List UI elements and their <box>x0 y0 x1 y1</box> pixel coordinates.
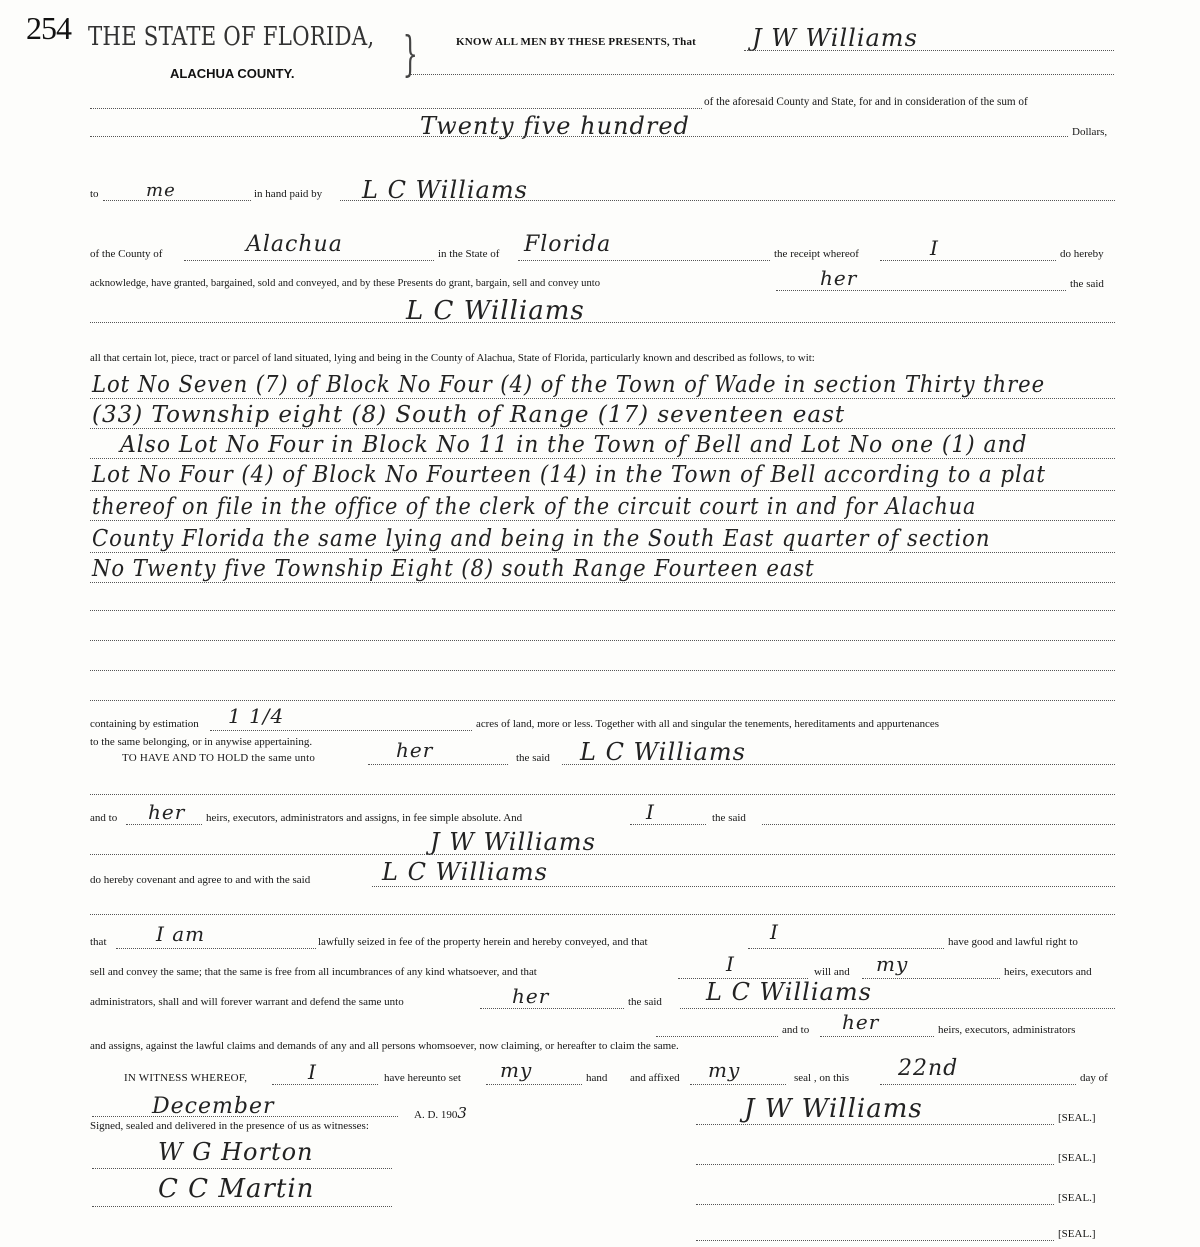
rule <box>90 428 1115 429</box>
rule <box>92 1116 398 1117</box>
rule <box>696 1240 1054 1241</box>
state-name: Florida <box>524 232 612 257</box>
rule <box>90 854 1115 855</box>
page-number: 254 <box>26 10 71 46</box>
rule <box>372 886 1115 887</box>
acknowledge-text: acknowledge, have granted, bargained, sold and conveyed, and by these Presents do grant, bargain, sell and convey unto <box>90 278 601 289</box>
amount-written: Twenty five hundred <box>420 112 690 140</box>
seized-text: lawfully seized in fee of the property herein and hereby conveyed, and that <box>318 936 648 948</box>
heirs-exec-label-2: heirs, executors, administrators <box>938 1024 1076 1036</box>
rule <box>696 1124 1054 1125</box>
do-hereby-label: do hereby <box>1060 248 1104 260</box>
heirs-who: her <box>148 800 186 824</box>
land-line-4: Lot No Four (4) of Block No Fourteen (14) in the Town of Bell according to a plat <box>92 462 1046 488</box>
county-name: Alachua <box>246 232 343 257</box>
rule <box>368 764 508 765</box>
rule <box>696 1164 1054 1165</box>
rule <box>656 1036 778 1037</box>
rule <box>680 1008 1115 1009</box>
land-line-5: thereof on file in the office of the clerk of the circuit court in and for Alachua <box>92 494 977 520</box>
rule <box>90 136 1068 137</box>
signed-sealed-text: Signed, sealed and delivered in the presence of us as witnesses: <box>90 1120 369 1132</box>
rule <box>116 948 316 949</box>
to-have-label: TO HAVE AND TO HOLD the same unto <box>122 752 316 764</box>
rule <box>90 640 1115 641</box>
county-title: ALACHUA COUNTY. <box>170 66 295 81</box>
rule <box>90 520 1115 521</box>
said-name-3: L C Williams <box>706 978 872 1006</box>
rule <box>90 398 1115 399</box>
covenant-name: L C Williams <box>382 858 548 886</box>
land-intro: all that certain lot, piece, tract or parcel of land situated, lying and being in the County of Alachua, State of Florida, particularly known and described as follows, to wit: <box>90 352 815 364</box>
and-to-label: and to <box>90 812 118 824</box>
rule <box>762 824 1115 825</box>
acres-value: 1 1/4 <box>228 704 285 728</box>
affixed-label: and affixed <box>630 1072 680 1084</box>
seal-2: [SEAL.] <box>1058 1152 1096 1164</box>
rule <box>90 794 1115 795</box>
rule <box>103 200 251 201</box>
administrators-text: administrators, shall and will forever warrant and defend the same unto <box>90 996 404 1008</box>
dollars-label: Dollars, <box>1072 126 1108 138</box>
the-said-label-2: the said <box>712 812 746 824</box>
land-line-3: Also Lot No Four in Block No 11 in the Town of Bell and Lot No one (1) and <box>120 432 1028 458</box>
rule <box>92 1168 392 1169</box>
seal-1: [SEAL.] <box>1058 1112 1096 1124</box>
witness-who: I <box>308 1060 317 1084</box>
rule <box>90 490 1115 491</box>
and-who: I <box>646 800 655 824</box>
of-county-label: of the County of <box>90 248 163 260</box>
will-and-label: will and <box>814 966 850 978</box>
will-who: I <box>726 952 735 976</box>
rule <box>184 260 434 261</box>
rule <box>90 458 1115 459</box>
rule <box>486 1084 582 1085</box>
rule <box>90 108 702 109</box>
seal-on-label: seal , on this <box>794 1072 849 1084</box>
heirs-who-2: her <box>842 1010 880 1034</box>
assigns-text: and assigns, against the lawful claims and demands of any and all persons whomsoever, now claiming, or hereafter to claim the same. <box>90 1040 679 1052</box>
said-name: L C Williams <box>580 738 746 766</box>
my-who: my <box>876 952 909 976</box>
rule <box>480 1008 624 1009</box>
ad-label <box>414 1104 467 1122</box>
in-state-label: in the State of <box>438 248 500 260</box>
day-number: 22nd <box>898 1056 959 1081</box>
header-rule-2 <box>410 74 1114 75</box>
rule <box>690 1084 786 1085</box>
good-right-text: have good and lawful right to <box>948 936 1078 948</box>
heirs-exec-label: heirs, executors and <box>1004 966 1092 978</box>
seized-who: I <box>770 920 779 944</box>
my-1: my <box>500 1058 533 1082</box>
seal-3: [SEAL.] <box>1058 1192 1096 1204</box>
rule <box>820 1036 934 1037</box>
land-line-6: County Florida the same lying and being in the South East quarter of section <box>92 526 991 552</box>
grantee-name: L C Williams <box>406 296 585 326</box>
rule <box>630 824 706 825</box>
land-line-2: (33) Township eight (8) South of Range (17) seventeen east <box>92 402 846 428</box>
rule <box>90 670 1115 671</box>
month-name: December <box>152 1094 275 1119</box>
grantee-pronoun: her <box>820 266 858 290</box>
know-all-men: KNOW ALL MEN BY THESE PRESENTS, That <box>456 36 697 48</box>
in-hand-label: in hand paid by <box>254 188 323 200</box>
acres-text: acres of land, more or less. Together with all and singular the tenements, hereditaments and appurtenances <box>476 718 939 730</box>
seal-4: [SEAL.] <box>1058 1228 1096 1240</box>
rule <box>272 1084 378 1085</box>
rule <box>90 610 1115 611</box>
in-witness-label: IN WITNESS WHEREOF, <box>124 1072 248 1084</box>
land-line-7: No Twenty five Township Eight (8) south Range Fourteen east <box>92 556 815 582</box>
covenant-text: do hereby covenant and agree to and with the said <box>90 874 311 886</box>
to-label: to <box>90 188 99 200</box>
rule <box>210 730 472 731</box>
rule <box>880 260 1056 261</box>
rule <box>776 290 1066 291</box>
i-am: I am <box>156 922 206 946</box>
rule <box>90 914 1115 915</box>
rule <box>92 1206 392 1207</box>
rule <box>126 824 202 825</box>
to-have-who: her <box>396 738 434 762</box>
and-to-label-2: and to <box>782 1024 810 1036</box>
aforesaid-text: of the aforesaid County and State, for and in consideration of the sum of <box>704 96 1028 108</box>
rule <box>880 1084 1076 1085</box>
rule <box>748 948 944 949</box>
the-said-label: the said <box>1070 278 1104 290</box>
rule <box>90 552 1115 553</box>
header-rule-1 <box>744 50 1114 51</box>
my-2: my <box>708 1058 741 1082</box>
unto-who-2: her <box>512 984 550 1008</box>
paid-to: me <box>146 180 176 201</box>
hand-label: hand <box>586 1072 608 1084</box>
grantor-sig-line: J W Williams <box>430 828 596 856</box>
rule <box>90 322 1115 323</box>
witness-1: W G Horton <box>158 1138 314 1166</box>
rule <box>518 260 770 261</box>
rule <box>562 764 1115 765</box>
containing-label: containing by estimation <box>90 718 199 730</box>
brace: } <box>402 26 418 82</box>
that-label: that <box>90 936 107 948</box>
sell-convey-text: sell and convey the same; that the same is free from all incumbrances of any kind whatsoever, and that <box>90 966 537 978</box>
witness-2: C C Martin <box>158 1174 315 1204</box>
grantor-signature: J W Williams <box>744 1094 923 1124</box>
state-title: THE STATE OF FLORIDA, <box>88 22 375 52</box>
said-label-3: the said <box>628 996 662 1008</box>
receipt-who: I <box>930 236 939 260</box>
rule <box>862 978 1000 979</box>
hereunto-label: have hereunto set <box>384 1072 461 1084</box>
receipt-label: the receipt whereof <box>774 248 859 260</box>
year-digit: 3 <box>457 1104 467 1122</box>
day-of-label: day of <box>1080 1072 1108 1084</box>
grantor-name: J W Williams <box>752 24 918 52</box>
rule <box>90 700 1115 701</box>
said-label: the said <box>516 752 550 764</box>
land-line-1: Lot No Seven (7) of Block No Four (4) of the Town of Wade in section Thirty three <box>92 372 1046 398</box>
rule <box>90 582 1115 583</box>
rule <box>340 200 1115 201</box>
belonging-text: to the same belonging, or in anywise appertaining. <box>90 736 313 748</box>
heirs-text: heirs, executors, administrators and assigns, in fee simple absolute. And <box>206 812 523 824</box>
payer-name: L C Williams <box>362 176 528 204</box>
ad-text: A. D. 190 <box>414 1109 458 1121</box>
rule <box>696 1204 1054 1205</box>
